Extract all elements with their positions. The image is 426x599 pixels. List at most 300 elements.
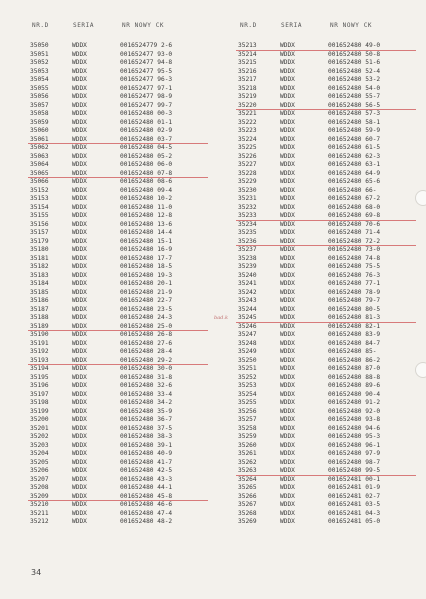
seria-cell: WDDX — [72, 152, 87, 160]
ck-cell: 001652480 17-7 — [120, 254, 173, 262]
nr-cell: 35228 — [238, 169, 257, 177]
nr-cell: 35060 — [30, 127, 49, 134]
seria-cell: WDDX — [280, 424, 295, 432]
handwritten-note: bad.k — [214, 315, 229, 321]
seria-cell: WDDX — [280, 314, 295, 321]
nr-cell: 35213 — [238, 42, 257, 49]
ck-cell: 001652477 96-3 — [120, 76, 173, 83]
ck-cell: 001652480 89-6 — [328, 382, 381, 389]
ck-cell: 001652480 82-1 — [328, 322, 381, 330]
seria-cell: WDDX — [280, 59, 295, 66]
ck-cell: 001652481 01-9 — [328, 484, 381, 491]
ck-cell: 001652480 02-9 — [120, 127, 173, 134]
nr-cell: 35260 — [238, 441, 257, 449]
nr-cell: 35235 — [238, 229, 257, 236]
ck-cell: 001652480 44-1 — [120, 484, 173, 491]
nr-cell: 35232 — [238, 203, 257, 211]
ck-cell: 001652480 58-1 — [328, 118, 381, 126]
ck-cell: 001652480 81-3 — [328, 314, 381, 321]
ck-cell: 001652480 10-2 — [120, 195, 173, 202]
seria-cell: WDDX — [280, 246, 295, 253]
seria-cell: WDDX — [72, 331, 87, 338]
ck-cell: 001652480 53-2 — [328, 76, 381, 83]
nr-cell: 35201 — [30, 424, 49, 432]
nr-cell: 35215 — [238, 59, 257, 66]
nr-cell: 35211 — [30, 509, 49, 517]
ck-cell: 001652480 05-2 — [120, 152, 173, 160]
nr-cell: 35259 — [238, 433, 257, 440]
ck-cell: 001652480 23-5 — [120, 305, 173, 313]
seria-cell: WDDX — [280, 467, 295, 474]
seria-cell: WDDX — [72, 127, 87, 134]
nr-cell: 35243 — [238, 297, 257, 304]
seria-cell: WDDX — [72, 237, 87, 245]
nr-cell: 35256 — [238, 407, 257, 415]
seria-cell: WDDX — [280, 501, 295, 508]
nr-cell: 35238 — [238, 254, 257, 262]
ck-cell: 001652480 01-1 — [120, 118, 173, 126]
nr-cell: 35052 — [30, 59, 49, 66]
nr-cell: 35183 — [30, 271, 49, 279]
seria-cell: WDDX — [72, 314, 87, 321]
seria-cell: WDDX — [280, 127, 295, 134]
nr-cell: 35252 — [238, 373, 257, 381]
ck-cell: 001652477 97-1 — [120, 84, 173, 92]
nr-cell: 35190 — [30, 331, 49, 338]
ck-cell: 001652481 00-1 — [328, 475, 381, 483]
seria-cell: WDDX — [72, 407, 87, 415]
nr-cell: 35240 — [238, 271, 257, 279]
seria-cell: WDDX — [72, 67, 87, 75]
ck-cell: 001652480 96-1 — [328, 441, 381, 449]
seria-cell: WDDX — [280, 42, 295, 49]
ck-cell: 001652480 95-3 — [328, 433, 381, 440]
nr-cell: 35063 — [30, 152, 49, 160]
ck-cell: 001652480 70-6 — [328, 220, 381, 228]
seria-cell: WDDX — [280, 382, 295, 389]
nr-cell: 35207 — [30, 475, 49, 483]
nr-cell: 35198 — [30, 399, 49, 406]
seria-cell: WDDX — [280, 356, 295, 364]
seria-cell: WDDX — [280, 195, 295, 202]
ck-cell: 001652480 79-7 — [328, 297, 381, 304]
ck-cell: 001652480 14-4 — [120, 229, 173, 236]
seria-cell: WDDX — [72, 484, 87, 491]
seria-cell: WDDX — [280, 135, 295, 143]
ck-cell: 001652480 65-6 — [328, 178, 381, 185]
nr-cell: 35247 — [238, 331, 257, 338]
seria-cell: WDDX — [280, 348, 295, 355]
ck-cell: 001652480 60-7 — [328, 135, 381, 143]
seria-cell: WDDX — [72, 467, 87, 474]
seria-cell: WDDX — [72, 356, 87, 364]
seria-cell: WDDX — [280, 484, 295, 491]
ck-cell: 001652480 54-0 — [328, 84, 381, 92]
seria-cell: WDDX — [72, 450, 87, 457]
seria-cell: WDDX — [280, 416, 295, 423]
nr-cell: 35180 — [30, 246, 49, 253]
nr-cell: 35196 — [30, 382, 49, 389]
ck-cell: 001652480 56-5 — [328, 101, 381, 109]
header-nr-nowy-ck: NR NOWY CK — [122, 22, 165, 29]
ck-cell: 001652480 94-6 — [328, 424, 381, 432]
ck-cell: 001652480 87-0 — [328, 365, 381, 372]
nr-cell: 35205 — [30, 458, 49, 466]
nr-cell: 35055 — [30, 84, 49, 92]
seria-cell: WDDX — [280, 475, 295, 483]
nr-cell: 35224 — [238, 135, 257, 143]
ck-cell: 001652480 88-8 — [328, 373, 381, 381]
nr-cell: 35156 — [30, 220, 49, 228]
nr-cell: 35267 — [238, 501, 257, 508]
ck-cell: 001652480 40-9 — [120, 450, 173, 457]
nr-cell: 35200 — [30, 416, 49, 423]
nr-cell: 35051 — [30, 50, 49, 58]
ck-cell: 001652480 13-6 — [120, 220, 173, 228]
ck-cell: 001652480 99-5 — [328, 467, 381, 474]
nr-cell: 35189 — [30, 322, 49, 330]
nr-cell: 35245 — [238, 314, 257, 321]
nr-cell: 35182 — [30, 263, 49, 270]
nr-cell: 35258 — [238, 424, 257, 432]
nr-cell: 35257 — [238, 416, 257, 423]
nr-cell: 35184 — [30, 280, 49, 287]
nr-cell: 35209 — [30, 492, 49, 500]
ck-cell: 001652480 74-8 — [328, 254, 381, 262]
ck-cell: 001652480 32-6 — [120, 382, 173, 389]
seria-cell: WDDX — [72, 373, 87, 381]
seria-cell: WDDX — [72, 297, 87, 304]
seria-cell: WDDX — [72, 59, 87, 66]
nr-cell: 35061 — [30, 135, 49, 143]
seria-cell: WDDX — [72, 169, 87, 177]
ck-cell: 001652480 16-9 — [120, 246, 173, 253]
nr-cell: 35222 — [238, 118, 257, 126]
ck-cell: 001652480 66- — [328, 186, 377, 194]
seria-cell: WDDX — [280, 212, 295, 219]
nr-cell: 35234 — [238, 220, 257, 228]
nr-cell: 35066 — [30, 178, 49, 185]
ck-cell: 001652480 11-0 — [120, 203, 173, 211]
nr-cell: 35250 — [238, 356, 257, 364]
ck-cell: 001652480 43-3 — [120, 475, 173, 483]
seria-cell: WDDX — [280, 152, 295, 160]
ck-cell: 001652480 92-0 — [328, 407, 381, 415]
seria-cell: WDDX — [280, 144, 295, 151]
seria-cell: WDDX — [280, 433, 295, 440]
ck-cell: 001652480 52-4 — [328, 67, 381, 75]
nr-cell: 35218 — [238, 84, 257, 92]
ck-cell: 001652480 49-0 — [328, 42, 381, 49]
ck-cell: 001652480 39-1 — [120, 441, 173, 449]
seria-cell: WDDX — [72, 186, 87, 194]
ck-cell: 001652480 63-1 — [328, 161, 381, 168]
nr-cell: 35216 — [238, 67, 257, 75]
nr-cell: 35053 — [30, 67, 49, 75]
ck-cell: 001652480 00-3 — [120, 110, 173, 117]
ck-cell: 001652480 75-5 — [328, 263, 381, 270]
page-number: 34 — [31, 568, 42, 577]
seria-cell: WDDX — [72, 50, 87, 58]
ck-cell: 001652477 95-5 — [120, 67, 173, 75]
seria-cell: WDDX — [280, 118, 295, 126]
nr-cell: 35181 — [30, 254, 49, 262]
nr-cell: 35231 — [238, 195, 257, 202]
seria-cell: WDDX — [280, 450, 295, 457]
ck-cell: 001652480 51-6 — [328, 59, 381, 66]
nr-cell: 35058 — [30, 110, 49, 117]
ck-cell: 001652481 02-7 — [328, 492, 381, 500]
seria-cell: WDDX — [280, 186, 295, 194]
seria-cell: WDDX — [72, 101, 87, 109]
nr-cell: 35261 — [238, 450, 257, 457]
nr-cell: 35206 — [30, 467, 49, 474]
ck-cell: 001652480 29-2 — [120, 356, 173, 364]
ck-cell: 001652480 85- — [328, 348, 377, 355]
nr-cell: 35223 — [238, 127, 257, 134]
ck-cell: 001652480 34-2 — [120, 399, 173, 406]
ck-cell: 001652477 99-7 — [120, 101, 173, 109]
seria-cell: WDDX — [280, 101, 295, 109]
ck-cell: 001652480 57-3 — [328, 110, 381, 117]
nr-cell: 35056 — [30, 93, 49, 100]
seria-cell: WDDX — [280, 263, 295, 270]
ck-cell: 001652480 93-8 — [328, 416, 381, 423]
nr-cell: 35217 — [238, 76, 257, 83]
seria-cell: WDDX — [72, 84, 87, 92]
ck-cell: 001652480 19-3 — [120, 271, 173, 279]
ck-cell: 001652480 37-5 — [120, 424, 173, 432]
nr-cell: 35050 — [30, 42, 49, 49]
seria-cell: WDDX — [72, 212, 87, 219]
seria-cell: WDDX — [72, 93, 87, 100]
ck-cell: 001652480 20-1 — [120, 280, 173, 287]
nr-cell: 35054 — [30, 76, 49, 83]
seria-cell: WDDX — [72, 458, 87, 466]
nr-cell: 35220 — [238, 101, 257, 109]
nr-cell: 35241 — [238, 280, 257, 287]
nr-cell: 35214 — [238, 50, 257, 58]
ck-cell: 001652481 05-0 — [328, 518, 381, 525]
ck-cell: 001652480 04-5 — [120, 144, 173, 151]
seria-cell: WDDX — [72, 441, 87, 449]
nr-cell: 35227 — [238, 161, 257, 168]
seria-cell: WDDX — [280, 169, 295, 177]
nr-cell: 35057 — [30, 101, 49, 109]
ck-cell: 001652480 69-8 — [328, 212, 381, 219]
ck-cell: 001652480 45-8 — [120, 492, 173, 500]
nr-cell: 35188 — [30, 314, 49, 321]
nr-cell: 35269 — [238, 518, 257, 525]
ck-cell: 001652480 30-0 — [120, 365, 173, 372]
nr-cell: 35212 — [30, 518, 49, 525]
ck-cell: 001652480 83-9 — [328, 331, 381, 338]
header-nr: NR.D — [240, 22, 257, 29]
ck-cell: 001652480 71-4 — [328, 229, 381, 236]
seria-cell: WDDX — [280, 84, 295, 92]
seria-cell: WDDX — [280, 161, 295, 168]
nr-cell: 35225 — [238, 144, 257, 151]
ck-cell: 001652480 48-2 — [120, 518, 173, 525]
seria-cell: WDDX — [72, 348, 87, 355]
seria-cell: WDDX — [72, 271, 87, 279]
seria-cell: WDDX — [72, 135, 87, 143]
nr-cell: 35236 — [238, 237, 257, 245]
seria-cell: WDDX — [72, 322, 87, 330]
seria-cell: WDDX — [72, 280, 87, 287]
seria-cell: WDDX — [280, 390, 295, 398]
seria-cell: WDDX — [280, 93, 295, 100]
seria-cell: WDDX — [72, 416, 87, 423]
nr-cell: 35268 — [238, 509, 257, 517]
nr-cell: 35255 — [238, 399, 257, 406]
nr-cell: 35157 — [30, 229, 49, 236]
seria-cell: WDDX — [72, 254, 87, 262]
ck-cell: 001652480 59-9 — [328, 127, 381, 134]
seria-cell: WDDX — [280, 76, 295, 83]
nr-cell: 35204 — [30, 450, 49, 457]
ck-cell: 001652480 78-9 — [328, 288, 381, 296]
nr-cell: 35221 — [238, 110, 257, 117]
nr-cell: 35253 — [238, 382, 257, 389]
nr-cell: 35254 — [238, 390, 257, 398]
seria-cell: WDDX — [72, 263, 87, 270]
nr-cell: 35264 — [238, 475, 257, 483]
nr-cell: 35197 — [30, 390, 49, 398]
seria-cell: WDDX — [280, 373, 295, 381]
ck-cell: 001652480 15-1 — [120, 237, 173, 245]
ck-cell: 001652477 94-8 — [120, 59, 173, 66]
seria-cell: WDDX — [72, 390, 87, 398]
seria-cell: WDDX — [72, 144, 87, 151]
nr-cell: 35265 — [238, 484, 257, 491]
nr-cell: 35152 — [30, 186, 49, 194]
nr-cell: 35059 — [30, 118, 49, 126]
nr-cell: 35244 — [238, 305, 257, 313]
nr-cell: 35064 — [30, 161, 49, 168]
header-seria: SERIA — [281, 22, 303, 29]
ck-cell: 001652480 26-8 — [120, 331, 173, 338]
seria-cell: WDDX — [72, 76, 87, 83]
ck-cell: 001652480 46-6 — [120, 501, 173, 508]
ck-cell: 001652480 97-9 — [328, 450, 381, 457]
seria-cell: WDDX — [72, 246, 87, 253]
seria-cell: WDDX — [72, 203, 87, 211]
seria-cell: WDDX — [72, 339, 87, 347]
ck-cell: 001652480 42-5 — [120, 467, 173, 474]
seria-cell: WDDX — [72, 399, 87, 406]
seria-cell: WDDX — [72, 518, 87, 525]
seria-cell: WDDX — [72, 433, 87, 440]
ck-cell: 001652480 72-2 — [328, 237, 381, 245]
nr-cell: 35229 — [238, 178, 257, 185]
nr-cell: 35065 — [30, 169, 49, 177]
nr-cell: 35249 — [238, 348, 257, 355]
nr-cell: 35237 — [238, 246, 257, 253]
ck-cell: 001652480 12-8 — [120, 212, 173, 219]
ck-cell: 001652480 08-6 — [120, 178, 173, 185]
ck-cell: 001652480 80-5 — [328, 305, 381, 313]
nr-cell: 35219 — [238, 93, 257, 100]
ck-cell: 001652481 03-5 — [328, 501, 381, 508]
ck-cell: 001652480 06-0 — [120, 161, 173, 168]
ck-cell: 001652480 33-4 — [120, 390, 173, 398]
seria-cell: WDDX — [280, 67, 295, 75]
ck-cell: 001652480 55-7 — [328, 93, 381, 100]
nr-cell: 35155 — [30, 212, 49, 219]
ck-cell: 001652477 98-9 — [120, 93, 173, 100]
nr-cell: 35248 — [238, 339, 257, 347]
ck-cell: 001652480 91-2 — [328, 399, 381, 406]
seria-cell: WDDX — [72, 305, 87, 313]
seria-cell: WDDX — [280, 288, 295, 296]
nr-cell: 35246 — [238, 322, 257, 330]
seria-cell: WDDX — [72, 492, 87, 500]
ck-cell: 001652480 41-7 — [120, 458, 173, 466]
nr-cell: 35187 — [30, 305, 49, 313]
seria-cell: WDDX — [280, 509, 295, 517]
nr-cell: 35233 — [238, 212, 257, 219]
seria-cell: WDDX — [72, 501, 87, 508]
ck-cell: 001652480 67-2 — [328, 195, 381, 202]
seria-cell: WDDX — [72, 475, 87, 483]
nr-cell: 35154 — [30, 203, 49, 211]
header-nr: NR.D — [32, 22, 49, 29]
nr-cell: 35199 — [30, 407, 49, 415]
nr-cell: 35251 — [238, 365, 257, 372]
nr-cell: 35203 — [30, 441, 49, 449]
ck-cell: 001652480 47-4 — [120, 509, 173, 517]
seria-cell: WDDX — [72, 229, 87, 236]
nr-cell: 35230 — [238, 186, 257, 194]
seria-cell: WDDX — [280, 271, 295, 279]
seria-cell: WDDX — [72, 424, 87, 432]
seria-cell: WDDX — [280, 322, 295, 330]
seria-cell: WDDX — [280, 399, 295, 406]
ck-cell: 001652480 50-8 — [328, 50, 381, 58]
ck-cell: 001652480 28-4 — [120, 348, 173, 355]
seria-cell: WDDX — [72, 288, 87, 296]
seria-cell: WDDX — [72, 220, 87, 228]
seria-cell: WDDX — [72, 509, 87, 517]
nr-cell: 35263 — [238, 467, 257, 474]
seria-cell: WDDX — [280, 220, 295, 228]
ck-cell: 001652480 73-0 — [328, 246, 381, 253]
nr-cell: 35186 — [30, 297, 49, 304]
seria-cell: WDDX — [280, 518, 295, 525]
ck-cell: 001652480 07-8 — [120, 169, 173, 177]
ck-cell: 001652480 98-7 — [328, 458, 381, 466]
ck-cell: 001652480 62-3 — [328, 152, 381, 160]
seria-cell: WDDX — [280, 50, 295, 58]
ck-cell: 001652480 35-9 — [120, 407, 173, 415]
nr-cell: 35179 — [30, 237, 49, 245]
nr-cell: 35062 — [30, 144, 49, 151]
seria-cell: WDDX — [280, 305, 295, 313]
seria-cell: WDDX — [280, 178, 295, 185]
seria-cell: WDDX — [72, 178, 87, 185]
ck-cell: 001652480 86-2 — [328, 356, 381, 364]
seria-cell: WDDX — [72, 365, 87, 372]
ck-cell: 001652480 76-3 — [328, 271, 381, 279]
ck-cell: 001652480 21-9 — [120, 288, 173, 296]
nr-cell: 35262 — [238, 458, 257, 466]
ck-cell: 001652480 27-6 — [120, 339, 173, 347]
seria-cell: WDDX — [280, 339, 295, 347]
header-seria: SERIA — [73, 22, 95, 29]
seria-cell: WDDX — [280, 458, 295, 466]
nr-cell: 35266 — [238, 492, 257, 500]
